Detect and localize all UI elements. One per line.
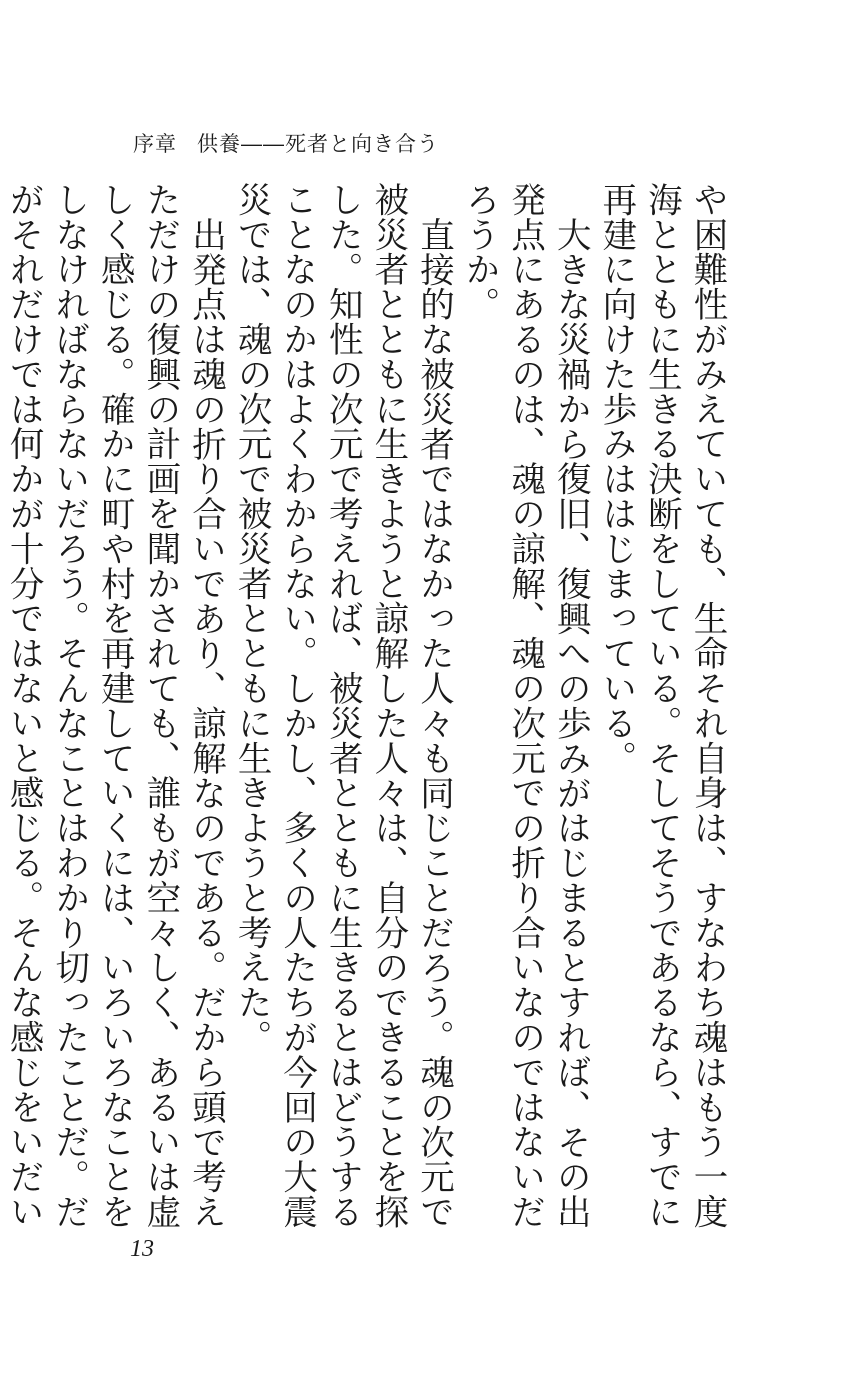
running-head-title: 供養――死者と向き合う: [197, 132, 439, 156]
page-number: 13: [130, 1236, 154, 1262]
running-head-chapter: 序章: [133, 132, 177, 156]
paragraph: や困難性がみえていても、生命それ自身は、すなわち魂はもう一度海とともに生きる決断をしている。そしてそうであるなら、すでに再建に向けた歩みははじまっている。: [595, 182, 727, 1229]
running-head: [133, 128, 439, 158]
paragraph: 大きな災禍から復旧、復興への歩みがはじまるとすれば、その出発点にあるのは、魂の諒解、魂の次元での折り合いなのではないだろうか。: [459, 182, 591, 1229]
paragraph: 出発点は魂の折り合いであり、諒解なのである。だから頭で考えただけの復興の計画を聞かされても、誰もが空々しく、あるいは虚しく感じる。確かに町や村を再建していくには、いろいろなことをしなければならないだろう。そんなことはわかり切ったことだ。だがそれだけでは何かが十分ではないと感じる。そんな感じをいだい: [3, 182, 226, 1229]
paragraph: 直接的な被災者ではなかった人々も同じことだろう。魂の次元で被災者とともに生きようと諒解した人々は、自分のできることを探した。知性の次元で考えれば、被災者とともに生きるとはどうすることなのかはよくわからない。しかし、多くの人たちが今回の大震災では、魂の次元で被災者とともに生きようと考えた。: [231, 182, 454, 1229]
body-text: [3, 182, 729, 1242]
